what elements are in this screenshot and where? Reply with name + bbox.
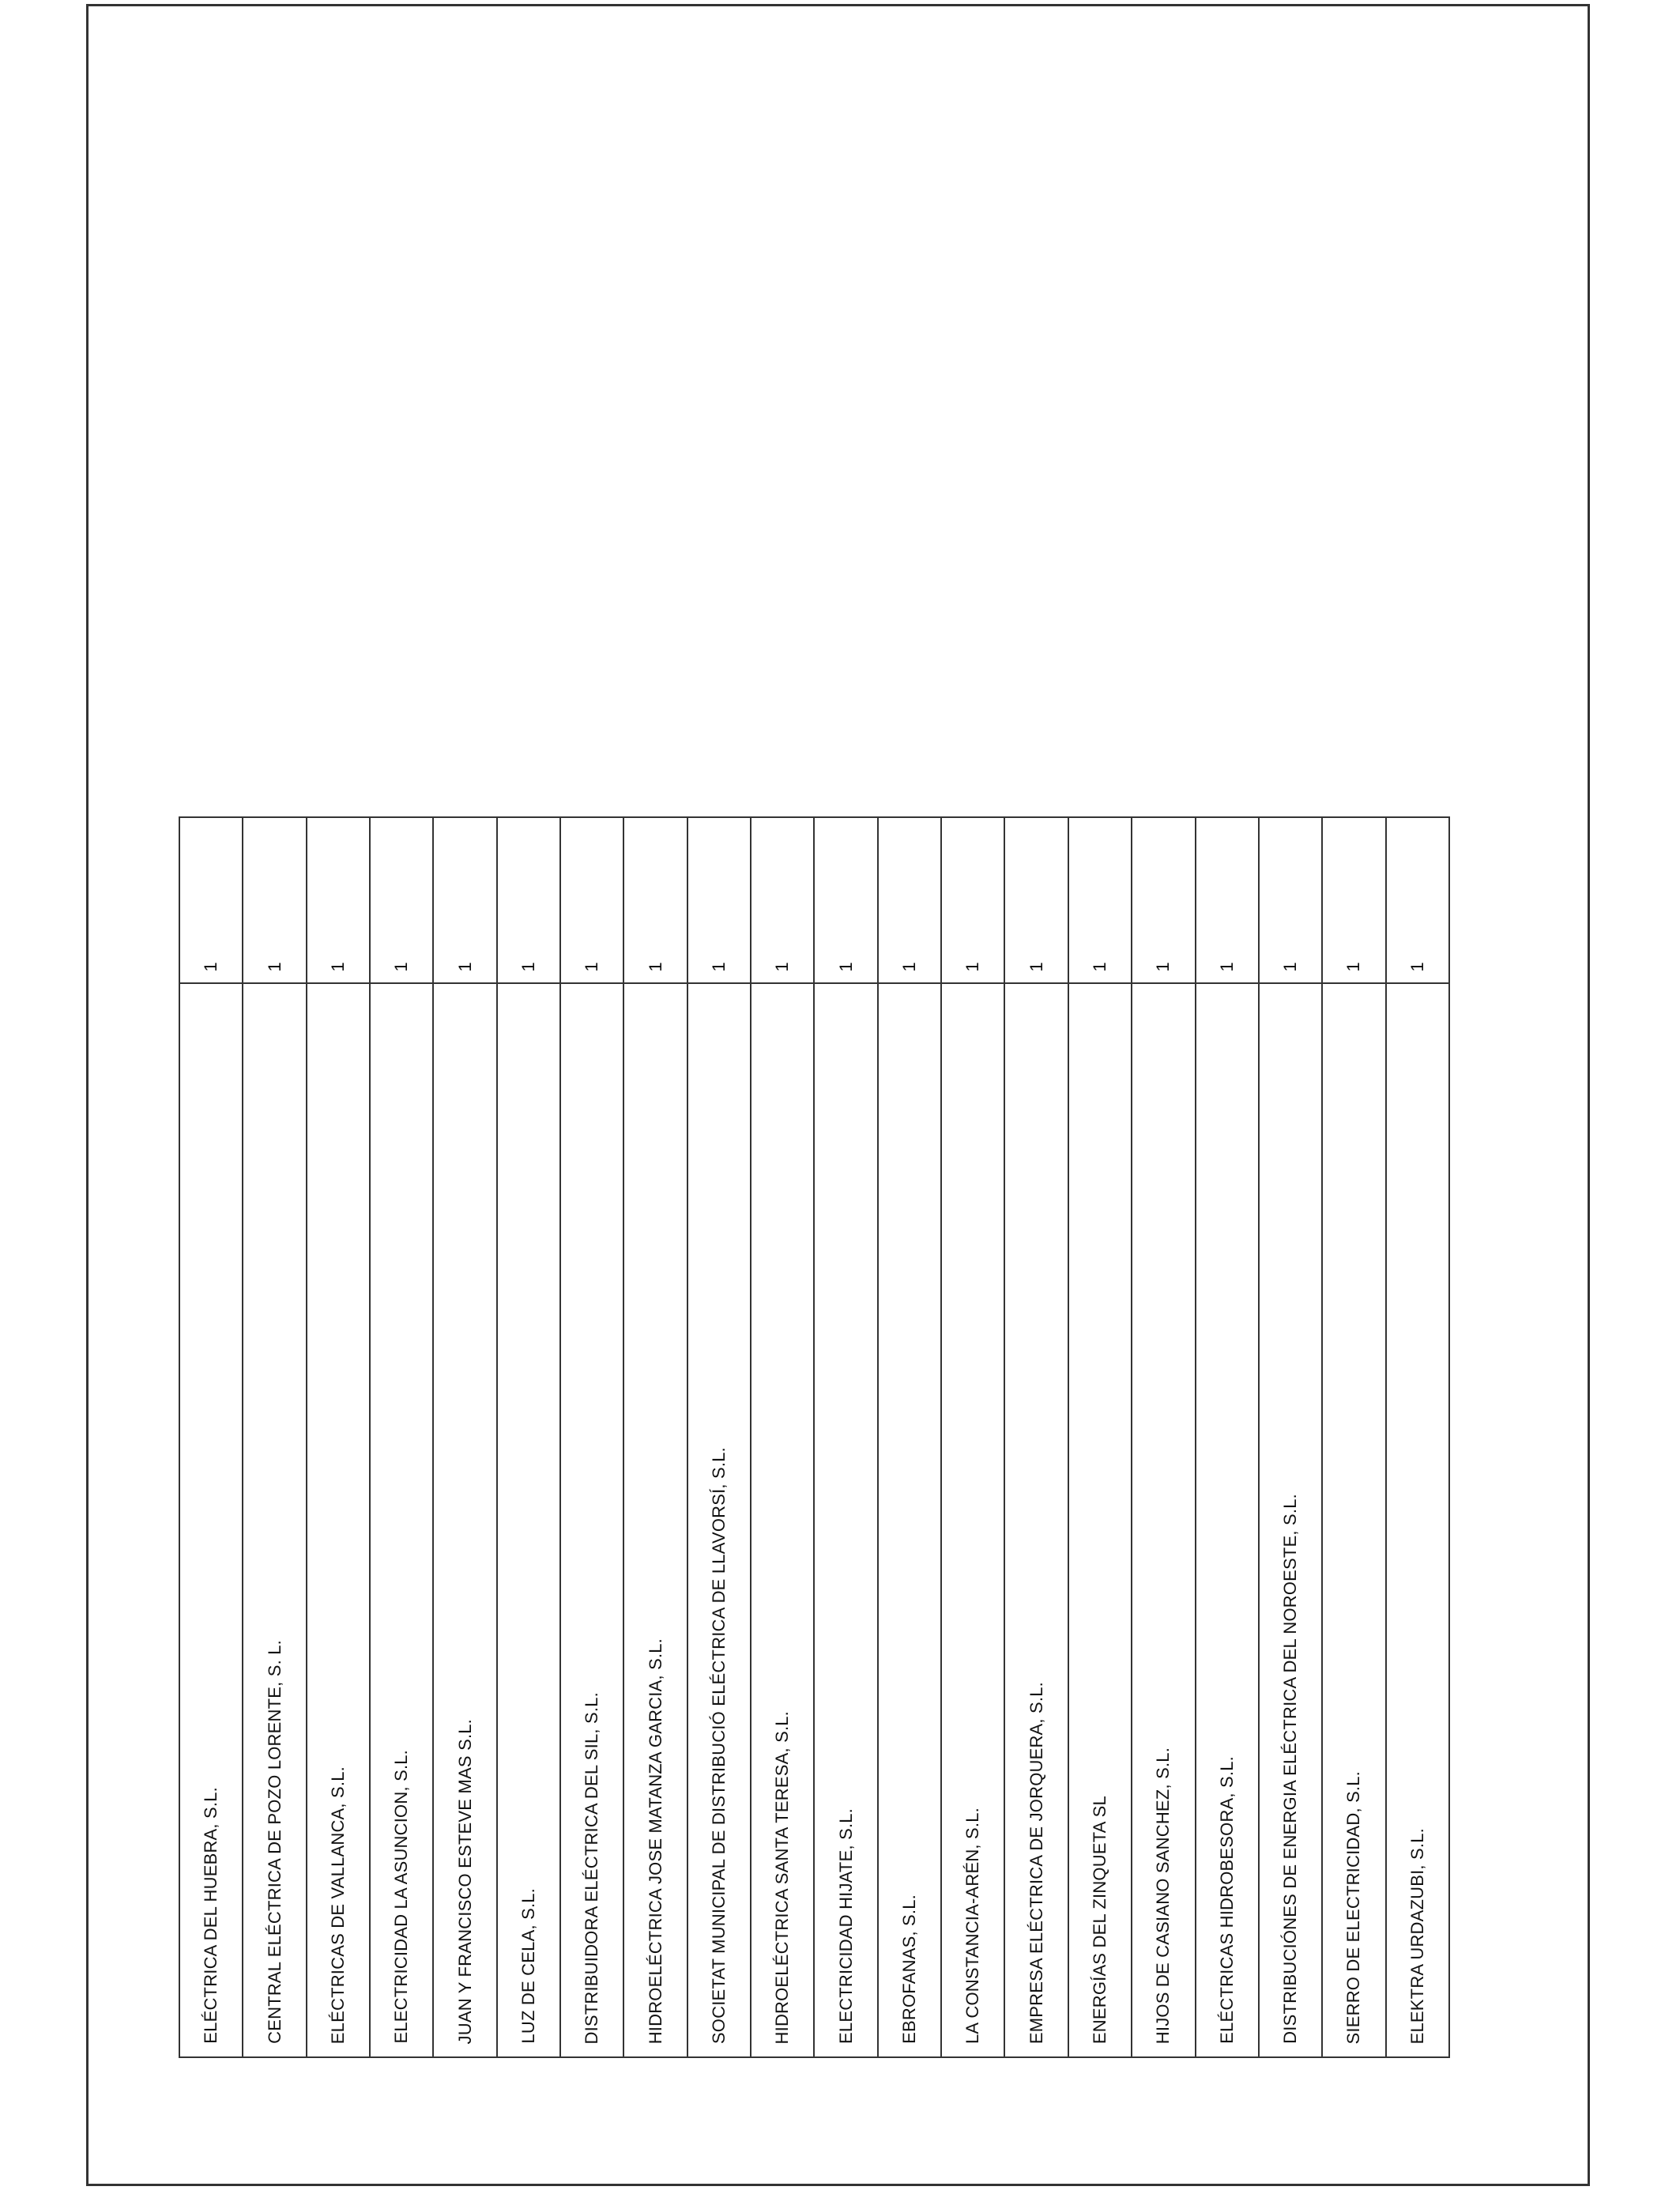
table-row [1258,818,1321,2056]
table-row [1195,818,1258,2056]
count-value: 1 [391,961,412,971]
company-name: ENERGÍAS DEL ZINQUETA SL [1089,1795,1109,2044]
table-row [432,818,495,2056]
company-name: HIDROELÉCTRICA JOSE MATANZA GARCIA, S.L. [645,1638,665,2044]
count-cell [815,818,876,984]
company-name-cell [307,984,369,2056]
company-name: SOCIETAT MUNICIPAL DE DISTRIBUCIÓ ELÉCTRICA DE LLAVORSÍ, S.L. [708,1446,729,2044]
company-name: ELÉCTRICA DEL HUEBRA, S.L. [201,1787,221,2044]
count-cell [1069,818,1131,984]
company-name: DISTRIBUIDORA ELÉCTRICA DEL SIL, S.L. [582,1691,602,2044]
table-row [1004,818,1067,2056]
distributors-table [179,816,1450,2058]
company-name-cell [1387,984,1448,2056]
count-value: 1 [835,961,856,971]
table-row [306,818,369,2056]
count-value: 1 [1280,961,1301,971]
count-value: 1 [454,961,475,971]
company-name-cell [624,984,686,2056]
company-name: LA CONSTANCIA-ARÉN, S.L. [962,1807,983,2044]
count-cell [751,818,813,984]
count-value: 1 [898,961,919,971]
company-name: ELÉCTRICAS DE VALLANCA, S.L. [327,1766,348,2044]
table-row [559,818,623,2056]
table-row [496,818,559,2056]
count-cell [1387,818,1448,984]
company-name-cell [371,984,432,2056]
count-value: 1 [518,961,538,971]
company-name-cell [180,984,242,2056]
company-name-cell [1196,984,1258,2056]
company-name: ELÉCTRICAS HIDROBESORA, S.L. [1216,1756,1237,2044]
table-row [687,818,750,2056]
count-cell [688,818,750,984]
count-value: 1 [1153,961,1173,971]
company-name: DISTRIBUCIÓNES DE ENERGIA ELÉCTRICA DEL NOROESTE, S.L. [1280,1494,1301,2044]
company-name-cell [1323,984,1384,2056]
table-row [1385,818,1448,2056]
count-value: 1 [1089,961,1109,971]
count-value: 1 [1026,961,1046,971]
company-name: HIJOS DE CASIANO SANCHEZ, S.L. [1153,1747,1173,2044]
company-name: HIDROELÉCTRICA SANTA TERESA, S.L. [772,1710,793,2044]
company-name-cell [751,984,813,2056]
count-cell [180,818,242,984]
count-value: 1 [1407,961,1427,971]
company-name: LUZ DE CELA, S.L. [518,1888,538,2044]
count-cell [1132,818,1194,984]
table-row [242,818,305,2056]
count-cell [498,818,559,984]
table-row [1321,818,1384,2056]
company-name: ELECTRICIDAD LA ASUNCION, S.L. [391,1750,412,2044]
table-row [940,818,1004,2056]
table-row [877,818,940,2056]
table-row [623,818,686,2056]
count-cell [1005,818,1067,984]
company-name: SIERRO DE ELECTRICIDAD, S.L. [1343,1770,1364,2044]
company-name: EMPRESA ELÉCTRICA DE JORQUERA, S.L. [1026,1681,1046,2044]
table-row [813,818,876,2056]
count-cell [243,818,305,984]
company-name-cell [1069,984,1131,2056]
count-value: 1 [582,961,602,971]
count-cell [1260,818,1321,984]
company-name-cell [942,984,1004,2056]
company-name-cell [1132,984,1194,2056]
company-name-cell [561,984,623,2056]
table-row [1068,818,1131,2056]
count-cell [1196,818,1258,984]
count-value: 1 [772,961,793,971]
count-cell [434,818,495,984]
company-name-cell [1260,984,1321,2056]
company-name: CENTRAL ELÉCTRICA DE POZO LORENTE, S. L. [264,1640,284,2044]
table-row [180,818,242,2056]
company-name-cell [879,984,940,2056]
table-row [1131,818,1194,2056]
count-cell [561,818,623,984]
count-cell [624,818,686,984]
company-name: JUAN Y FRANCISCO ESTEVE MAS S.L. [454,1718,475,2044]
count-cell [371,818,432,984]
table-row [369,818,432,2056]
table-row [750,818,813,2056]
company-name-cell [1005,984,1067,2056]
count-value: 1 [962,961,983,971]
count-value: 1 [201,961,221,971]
company-name-cell [815,984,876,2056]
company-name: EBROFANAS, S.L. [898,1894,919,2044]
count-cell [879,818,940,984]
count-cell [1323,818,1384,984]
company-name-cell [434,984,495,2056]
count-value: 1 [645,961,665,971]
company-name-cell [498,984,559,2056]
count-value: 1 [327,961,348,971]
company-name-cell [243,984,305,2056]
count-value: 1 [708,961,729,971]
company-name: ELECTRICIDAD HIJATE, S.L. [835,1808,856,2044]
company-name: ELEKTRA URDAZUBI, S.L. [1407,1827,1427,2044]
company-name-cell [688,984,750,2056]
count-value: 1 [1343,961,1364,971]
count-value: 1 [1216,961,1237,971]
count-cell [307,818,369,984]
count-value: 1 [264,961,284,971]
count-cell [942,818,1004,984]
